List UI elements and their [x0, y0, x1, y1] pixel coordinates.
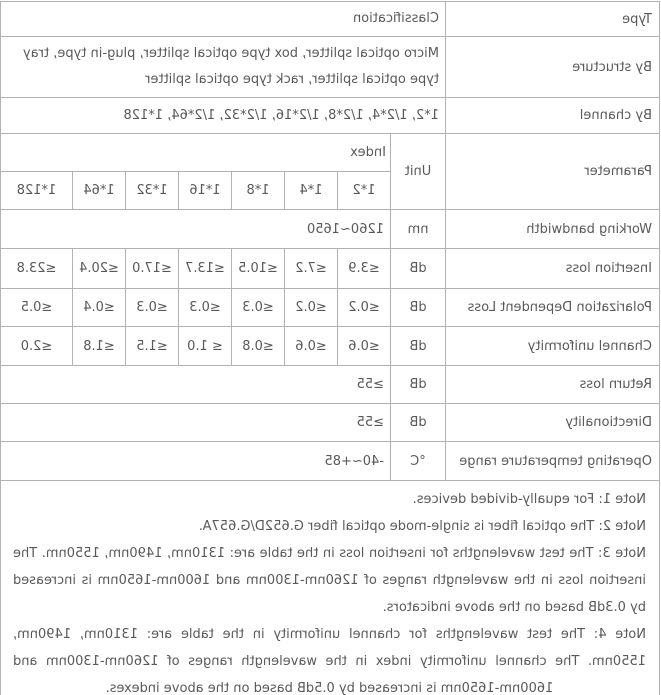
table-row-structure: [0, 37, 659, 98]
col-header-1x128: 1*128: [0, 172, 72, 210]
table-row-directionality: [0, 404, 659, 442]
pdl-unit: dB: [391, 289, 446, 327]
table-row-type: [0, 2, 659, 37]
note-2: Note 2: The optical fiber is single-mode optical fiber G.652D/G.657A.: [198, 519, 646, 534]
note-1: Note 1: For equally-divided devices.: [412, 492, 646, 507]
table-row-operating-temperature: [0, 442, 659, 481]
working-bandwidth-unit: nm: [391, 210, 446, 249]
pdl-value: ≤0.3: [232, 289, 285, 327]
structure-label: By structure: [446, 37, 660, 98]
pdl-label: Polarization Dependent Loss: [446, 289, 660, 327]
directionality-label: Directionality: [446, 404, 660, 442]
notes-cell: [0, 481, 659, 695]
pdl-value: ≤0.2: [338, 289, 391, 327]
type-value: Classification: [0, 2, 445, 37]
directionality-value: ≥55: [0, 404, 390, 442]
insertion-loss-value: ≤7.2: [285, 249, 338, 289]
channel-uniformity-value: ≤0.8: [232, 327, 285, 366]
table-row-insertion-loss: [0, 249, 659, 289]
col-header-1x64: 1*64: [73, 172, 126, 210]
index-header: Index: [0, 134, 390, 172]
col-header-1x16: 1*16: [179, 172, 232, 210]
return-loss-unit: dB: [391, 366, 446, 404]
insertion-loss-value: ≤13.7: [179, 249, 232, 289]
table-row-channel-uniformity: [0, 327, 659, 366]
pdl-value: ≤0.4: [73, 289, 126, 327]
mirrored-content: [0, 1, 661, 695]
note-4: Note 4: The test wavelengths for channel uniformity in the table are: 1310nm, 1490nm, 1550nm. The channel uniformity index in the wavelength ranges of 1260nm-1300nm and 1600nm-1650nm is increased by 0.5dB based on the above indexes.: [12, 627, 646, 695]
channel-label: By channel: [446, 98, 660, 134]
channel-uniformity-value: ≤0.6: [338, 327, 391, 366]
insertion-loss-value: ≤17.0: [126, 249, 179, 289]
table-row-working-bandwidth: [0, 210, 659, 249]
col-header-1x4: 1*4: [285, 172, 338, 210]
type-label: Type: [446, 2, 660, 37]
operating-temperature-label: Operating temperature range: [446, 442, 660, 481]
operating-temperature-unit: °C: [391, 442, 446, 481]
insertion-loss-label: Insertion loss: [446, 249, 660, 289]
insertion-loss-value: ≤20.4: [73, 249, 126, 289]
pdl-value: ≤0.5: [0, 289, 72, 327]
pdl-value: ≤0.3: [126, 289, 179, 327]
structure-value: Micro optical splitter, box type optical splitter, plug-in type, tray type optical splitter, rack type optical splitter: [0, 37, 445, 98]
table-row-channel: [0, 98, 659, 134]
return-loss-value: ≥55: [0, 366, 390, 404]
working-bandwidth-value: 1260~1650: [0, 210, 390, 249]
channel-uniformity-value: ≤0.6: [285, 327, 338, 366]
col-header-1x32: 1*32: [126, 172, 179, 210]
channel-uniformity-value: ≤2.0: [0, 327, 72, 366]
channel-value: 1*2, 1/2*4, 1/2*8, 1/2*16, 1/2*32, 1/2*64, 1*128: [0, 98, 445, 134]
pdl-value: ≤0.3: [179, 289, 232, 327]
insertion-loss-value: ≤10.5: [232, 249, 285, 289]
channel-uniformity-value: ≤1.8: [73, 327, 126, 366]
directionality-unit: dB: [391, 404, 446, 442]
col-header-1x8: 1*8: [232, 172, 285, 210]
return-loss-label: Return loss: [446, 366, 660, 404]
table-row-notes: [0, 481, 659, 695]
channel-uniformity-label: Channel uniformity: [446, 327, 660, 366]
table-row-parameter-header: [0, 134, 659, 172]
channel-uniformity-unit: dB: [391, 327, 446, 366]
channel-uniformity-value: ≤1.5: [126, 327, 179, 366]
table-row-return-loss: [0, 366, 659, 404]
insertion-loss-value: ≤23.8: [0, 249, 72, 289]
operating-temperature-value: -40~+85: [0, 442, 390, 481]
parameter-header: Parameter: [446, 134, 660, 210]
unit-header: Unit: [391, 134, 446, 210]
insertion-loss-unit: dB: [391, 249, 446, 289]
col-header-1x2: 1*2: [338, 172, 391, 210]
optical-splitter-spec-table: [0, 1, 660, 695]
channel-uniformity-value: ≤ 1.0: [179, 327, 232, 366]
working-bandwidth-label: Working bandwidth: [446, 210, 660, 249]
insertion-loss-value: ≤3.9: [338, 249, 391, 289]
table-row-polarization-dependent-loss: [0, 289, 659, 327]
note-3: Note 3: The test wavelengths for insertion loss in the table are: 1310nm, 1490nm, 1550nm. The insertion loss in the wavelength ranges of 1260nm-1300nm and 1600nm-1650nm is increased by 0.3dB based on the above indicators.: [12, 546, 646, 615]
pdl-value: ≤0.2: [285, 289, 338, 327]
